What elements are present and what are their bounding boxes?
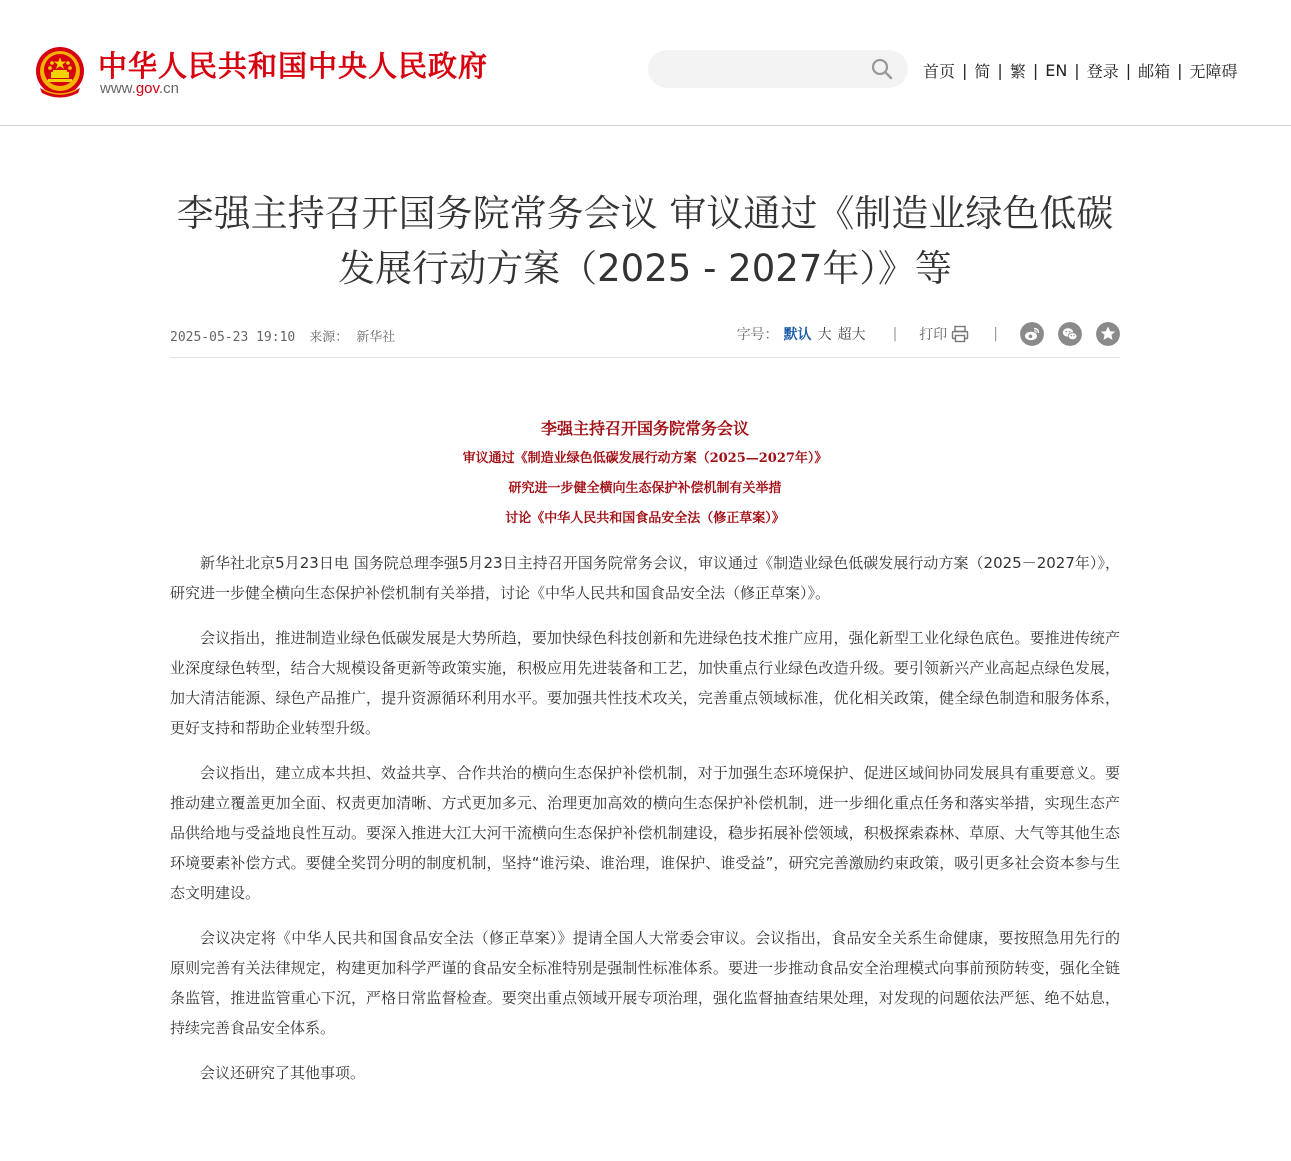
- article-lead: [170, 414, 1120, 534]
- site-name[interactable]: 中华人民共和国中央人民政府: [98, 49, 489, 83]
- article-paragraph: 会议指出，推进制造业绿色低碳发展是大势所趋，要加快绿色科技创新和先进绿色技术推广应用，强化新型工业化绿色底色。要推进传统产业深度绿色转型，结合大规模设备更新等政策实施，积极应用先进装备和工艺，加快重点行业绿色改造升级。要引领新兴产业高起点绿色发展，加大清洁能源、绿色产品推广，提升资源循环利用水平。要加强共性技术攻关，完善重点领域标准，优化相关政策，健全绿色制造和服务体系，更好支持和帮助企业转型升级。: [170, 629, 1120, 737]
- site-url-mid: gov: [135, 80, 159, 97]
- article-body: [170, 548, 1120, 1103]
- wechat-icon[interactable]: [1058, 322, 1082, 346]
- source-name: 新华社: [356, 330, 396, 345]
- search-icon[interactable]: [870, 57, 894, 81]
- nav-home[interactable]: 首页: [923, 61, 956, 81]
- search-input[interactable]: [664, 58, 864, 80]
- article-tools: [737, 320, 1120, 348]
- article-paragraph: 会议还研究了其他事项。: [200, 1064, 366, 1082]
- site-header: [0, 0, 1291, 126]
- search-box: [648, 50, 908, 88]
- nav-simplified[interactable]: 简: [974, 61, 991, 81]
- lead-subheadline: 审议通过《制造业绿色低碳发展行动方案（2025—2027年）》: [462, 451, 828, 466]
- nav-separator: |: [962, 60, 968, 80]
- font-size-xlarge[interactable]: 超大: [837, 327, 866, 343]
- lead-subheadline: 研究进一步健全横向生态保护补偿机制有关举措: [508, 481, 782, 496]
- tools-separator: |: [993, 326, 998, 342]
- site-url-suffix: .cn: [158, 80, 179, 97]
- nav-english[interactable]: EN: [1045, 60, 1068, 80]
- font-size-label: 字号：: [736, 327, 779, 343]
- tools-separator: |: [892, 326, 898, 342]
- national-emblem-icon[interactable]: [34, 44, 86, 100]
- nav-accessibility[interactable]: 无障碍: [1189, 61, 1238, 81]
- nav-separator: |: [1032, 60, 1039, 80]
- nav-login[interactable]: 登录: [1086, 61, 1119, 81]
- article-title: 李强主持召开国务院常务会议 审议通过《制造业绿色低碳发展行动方案（2025 - 2027年）》等: [176, 192, 1114, 290]
- article-meta-info: [170, 326, 409, 345]
- nav-separator: |: [1177, 60, 1183, 80]
- lead-subheadline: 讨论《中华人民共和国食品安全法（修正草案）》: [505, 511, 785, 526]
- site-url-prefix: www.: [100, 80, 136, 97]
- site-url[interactable]: [100, 80, 179, 97]
- font-size-default[interactable]: 默认: [783, 327, 812, 343]
- article-paragraph: 新华社北京5月23日电 国务院总理李强5月23日主持召开国务院常务会议，审议通过《制造业绿色低碳发展行动方案（2025－2027年）》，研究进一步健全横向生态保护补偿机制有关举措，讨论《中华人民共和国食品安全法（修正草案）》。: [170, 554, 1120, 602]
- print-button[interactable]: [919, 324, 969, 344]
- publish-datetime: 2025-05-23 19:10: [170, 330, 296, 345]
- nav-mailbox[interactable]: 邮箱: [1138, 61, 1171, 81]
- nav-separator: |: [997, 60, 1003, 80]
- article-meta-bar: [170, 316, 1120, 358]
- print-label: 打印: [919, 327, 948, 343]
- weibo-icon[interactable]: [1020, 322, 1044, 346]
- nav-traditional[interactable]: 繁: [1009, 61, 1026, 81]
- top-nav: [918, 58, 1243, 82]
- lead-headline: 李强主持召开国务院常务会议: [540, 419, 749, 438]
- source-label: 来源：: [309, 330, 349, 345]
- printer-icon: [951, 325, 969, 343]
- font-size-large[interactable]: 大: [817, 327, 832, 343]
- nav-separator: |: [1074, 60, 1080, 80]
- article-paragraph: 会议指出，建立成本共担、效益共享、合作共治的横向生态保护补偿机制，对于加强生态环境保护、促进区域间协同发展具有重要意义。要推动建立覆盖更加全面、权责更加清晰、方式更加多元、治理更加高效的横向生态保护补偿机制，进一步细化重点任务和落实举措，实现生态产品供给地与受益地良性互动。要深入推进大江大河干流横向生态保护补偿机制建设，稳步拓展补偿领域，积极探索森林、草原、大气等其他生态环境要素补偿方式。要健全奖罚分明的制度机制，坚持“谁污染、谁治理，谁保护、谁受益”，研究完善激励约束政策，吸引更多社会资本参与生态文明建设。: [170, 764, 1120, 902]
- favorite-star-icon[interactable]: [1096, 322, 1120, 346]
- article-paragraph: 会议决定将《中华人民共和国食品安全法（修正草案）》提请全国人大常委会审议。会议指出，食品安全关系生命健康，要按照急用先行的原则完善有关法律规定，构建更加科学严谨的食品安全标准特别是强制性标准体系。要进一步推动食品安全治理模式向事前预防转变，强化全链条监管，推进监管重心下沉，严格日常监督检查。要突出重点领域开展专项治理，强化监督抽查结果处理，对发现的问题依法严惩、绝不姑息，持续完善食品安全体系。: [170, 929, 1120, 1037]
- nav-separator: |: [1125, 60, 1132, 80]
